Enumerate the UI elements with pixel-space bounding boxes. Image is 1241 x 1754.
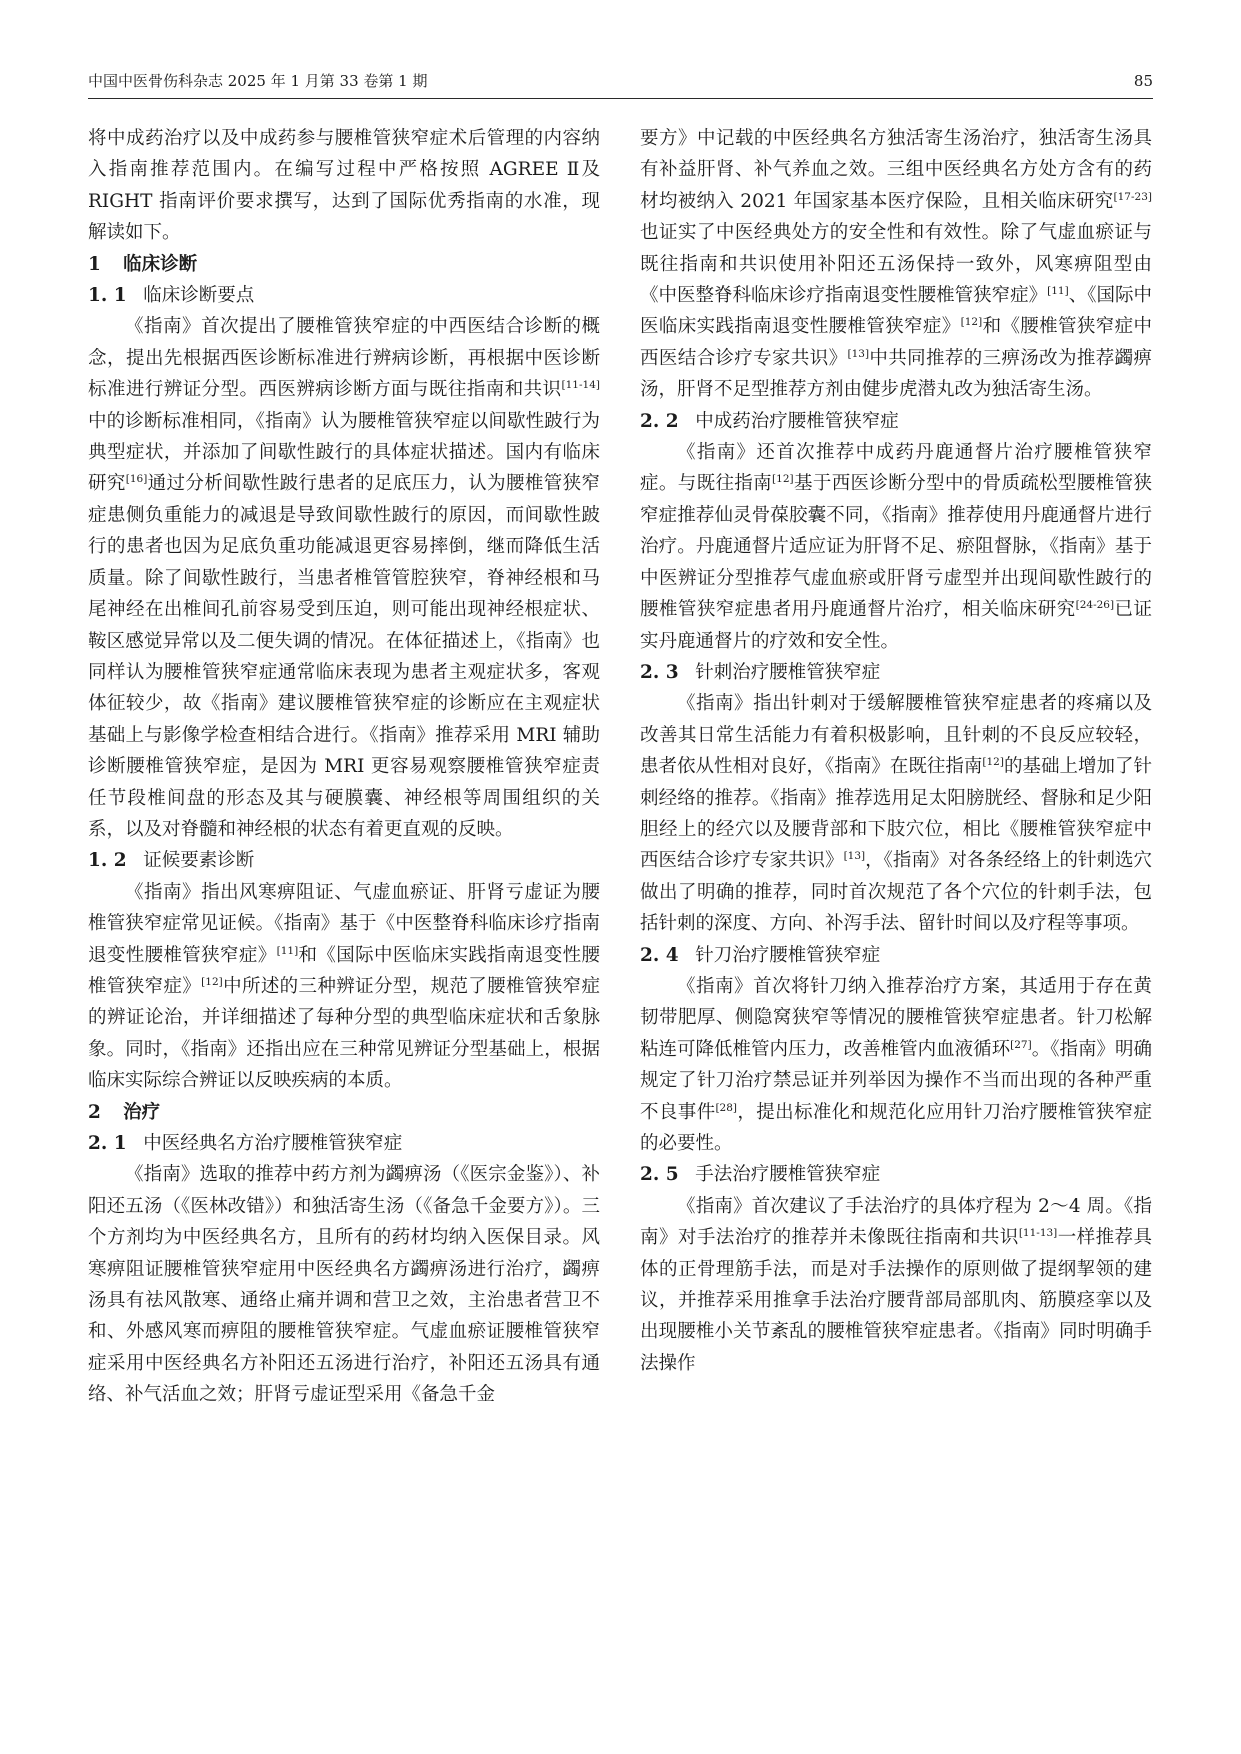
text-run: 、《国际中医临床实践指南退变性腰椎管狭窄症》: [640, 285, 1152, 338]
subsection-title: 针刀治疗腰椎管狭窄症: [695, 944, 881, 966]
subsection-heading-2-5: [640, 1159, 1152, 1190]
paragraph-clinical-diagnosis: [88, 311, 600, 845]
text-run: 一样推荐具体的正骨理筋手法，而是对手法操作的原则做了提纲挈领的建议，并推荐采用推拿手法治疗腰背部局部肌肉、筋膜痉挛以及出现腰椎小关节紊乱的腰椎管狭窄症患者。《指南》同时明确手法操作: [640, 1227, 1152, 1374]
paragraph-syndrome-diagnosis: [88, 877, 600, 1097]
subsection-heading-2-1: [88, 1128, 600, 1159]
text-run: 《指南》首次提出了腰椎管狭窄症的中西医结合诊断的概念，提出先根据西医诊断标准进行辨病诊断，再根据中医诊断标准进行辨证分型。西医辨病诊断方面与既往指南和共识: [88, 316, 600, 401]
citation: [27]: [1010, 1038, 1032, 1051]
citation: [13]: [843, 850, 866, 863]
subsection-title: 手法治疗腰椎管狭窄症: [695, 1164, 881, 1186]
section-title: 治疗: [123, 1101, 161, 1123]
paragraph-classic-formulas: 《指南》选取的推荐中药方剂为蠲痹汤（《医宗金鉴》）、补阳还五汤（《医林改错》）和独活寄生汤（《备急千金要方》）。三个方剂均为中医经典名方，且所有的药材均纳入医保目录。风寒痹阻证腰椎管狭窄症用中医经典名方蠲痹汤进行治疗，蠲痹汤具有祛风散寒、通络止痛并调和营卫之效，主治患者营卫不和、外感风寒而痹阻的腰椎管狭窄症。气虚血瘀证腰椎管狭窄症采用中医经典名方补阳还五汤进行治疗，补阳还五汤具有通络、补气活血之效；肝肾亏虚证型采用《备急千金: [88, 1164, 600, 1406]
subsection-number: 2. 4: [640, 944, 679, 966]
subsection-heading-2-3: [640, 657, 1152, 688]
journal-title: 中国中医骨伤科杂志 2025 年 1 月第 33 卷第 1 期: [88, 72, 428, 90]
citation: [12]: [201, 975, 223, 988]
paragraph-acupotomy: [640, 971, 1152, 1159]
subsection-title: 针刺治疗腰椎管狭窄症: [695, 661, 881, 683]
text-run: 要方》中记载的中医经典名方独活寄生汤治疗，独活寄生汤具有补益肝肾、补气养血之效。三组中医经典名方处方含有的药材均被纳入 2021 年国家基本医疗保险，且相关临床研究: [640, 128, 1152, 212]
text-run: ，提出标准化和规范化应用针刀治疗腰椎管狭窄症的必要性。: [640, 1101, 1152, 1154]
left-column: [88, 123, 600, 1703]
text-run: 已证实丹鹿通督片的疗效和安全性。: [640, 599, 1152, 652]
subsection-number: 1. 1: [88, 285, 127, 307]
citation: [11]: [1047, 284, 1069, 297]
citation: [12]: [772, 473, 794, 486]
paragraph-patent-medicine: [640, 437, 1152, 657]
subsection-heading-2-4: [640, 940, 1152, 971]
citation: [16]: [125, 473, 148, 486]
citation: [12]: [960, 316, 983, 329]
paragraph-intro-continuation: 将中成药治疗以及中成药参与腰椎管狭窄症术后管理的内容纳入指南推荐范围内。在编写过程中严格按照 AGREE Ⅱ及 RIGHT 指南评价要求撰写，达到了国际优秀指南的水准，现解读如下。: [88, 128, 600, 244]
text-run: 中的诊断标准相同，《指南》认为腰椎管狭窄症以间歇性跛行为典型症状，并添加了间歇性跛行的具体症状描述。国内有临床研究: [88, 410, 600, 495]
text-run: 《指南》首次建议了手法治疗的具体疗程为 2～4 周。《指南》对手法治疗的推荐并未像既往指南和共识: [640, 1195, 1152, 1249]
section-heading-1: [88, 249, 600, 280]
citation: [11]: [276, 944, 299, 957]
text-run: 《指南》指出针刺对于缓解腰椎管狭窄症患者的疼痛以及改善其日常生活能力有着积极影响，且针刺的不良反应较轻，患者依从性相对良好，《指南》在既往指南: [640, 693, 1152, 778]
subsection-number: 1. 2: [88, 850, 127, 872]
citation: [28]: [715, 1101, 738, 1114]
text-run: 的基础上增加了针刺经络的推荐。《指南》推荐选用足太阳膀胱经、督脉和足少阳胆经上的经穴以及腰背部和下肢穴位，相比《腰椎管狭窄症中西医结合诊疗专家共识》: [640, 756, 1152, 872]
text-run: ，《指南》对各条经络上的针刺选穴做出了明确的推荐，同时首次规范了各个穴位的针刺手法，包括针刺的深度、方向、补泻手法、留针时间以及疗程等事项。: [640, 850, 1152, 935]
subsection-heading-1-2: [88, 845, 600, 876]
text-run: 通过分析间歇性跛行患者的足底压力，认为腰椎管狭窄症患侧负重能力的减退是导致间歇性跛行的原因，而间歇性跛行的患者也因为足底负重功能减退更容易摔倒，继而降低生活质量。除了间歇性跛行，当患者椎管管腔狭窄，脊神经根和马尾神经在出椎间孔前容易受到压迫，则可能出现神经根症状、鞍区感觉异常以及二便失调的情况。在体征描述上，《指南》也同样认为腰椎管狭窄症通常临床表现为患者主观症状多，客观体征较少，故《指南》建议腰椎管狭窄症的诊断应在主观症状基础上与影像学检查相结合进行。《指南》推荐采用 MRI 辅助诊断腰椎管狭窄症，是因为 MRI 更容易观察腰椎管狭窄症责任节段椎间盘的形态及其与硬膜囊、神经根等周围组织的关系，以及对脊髓和神经根的状态有着更直观的反映。: [88, 473, 600, 840]
subsection-number: 2. 2: [640, 410, 679, 432]
text-run: 中所述的三种辨证分型，规范了腰椎管狭窄症的辨证论治，并详细描述了每种分型的典型临床症状和舌象脉象。同时，《指南》还指出应在三种常见辨证分型基础上，根据临床实际综合辨证以反映疾病的本质。: [88, 975, 600, 1092]
subsection-heading-2-2: [640, 406, 1152, 437]
citation: [13]: [847, 347, 870, 360]
subsection-heading-1-1: [88, 280, 600, 311]
subsection-title: 中成药治疗腰椎管狭窄症: [695, 410, 899, 432]
paragraph-acupuncture: [640, 688, 1152, 939]
subsection-number: 2. 3: [640, 661, 679, 683]
section-heading-2: [88, 1097, 600, 1128]
subsection-number: 2. 5: [640, 1164, 679, 1186]
section-title: 临床诊断: [123, 253, 198, 275]
text-run: 和《国际中医临床实践指南退变性腰椎管狭窄症》: [88, 944, 600, 997]
text-run: 和《腰椎管狭窄症中西医结合诊疗专家共识》: [640, 316, 1152, 369]
paragraph-manipulation: [640, 1191, 1152, 1379]
text-run: 《指南》指出风寒痹阻证、气虚血瘀证、肝肾亏虚证为腰椎管狭窄症常见证候。《指南》基于《中医整脊科临床诊疗指南退变性腰椎管狭窄症》: [88, 881, 600, 966]
text-run: 基于西医诊断分型中的骨质疏松型腰椎管狭窄症推荐仙灵骨葆胶囊不同，《指南》推荐使用丹鹿通督片进行治疗。丹鹿通督片适应证为肝肾不足、瘀阻督脉，《指南》基于中医辨证分型推荐气虚血瘀或肝肾亏虚型并出现间歇性跛行的腰椎管狭窄症患者用丹鹿通督片治疗，相关临床研究: [640, 473, 1152, 621]
section-number: 2: [88, 1101, 101, 1123]
citation: [24-26]: [1075, 598, 1115, 611]
subsection-title: 临床诊断要点: [143, 285, 255, 307]
text-run: 。《指南》明确规定了针刀治疗禁忌证并列举因为操作不当而出现的各种严重不良事件: [640, 1038, 1152, 1123]
page-number: 85: [1133, 72, 1153, 90]
subsection-title: 证候要素诊断: [143, 850, 255, 872]
subsection-number: 2. 1: [88, 1133, 127, 1154]
citation: [12]: [982, 755, 1004, 768]
text-run: 《指南》还首次推荐中成药丹鹿通督片治疗腰椎管狭窄症。与既往指南: [640, 442, 1152, 495]
paragraph-formulas-continuation: [640, 123, 1152, 406]
subsection-title: 中医经典名方治疗腰椎管狭窄症: [143, 1133, 403, 1154]
citation: [11-13]: [1018, 1227, 1058, 1240]
citation: [17-23]: [1113, 190, 1152, 203]
right-column: [640, 123, 1152, 1703]
text-run: 也证实了中医经典处方的安全性和有效性。除了气虚血瘀证与既往指南和共识使用补阳还五汤保持一致外，风寒痹阻型由《中医整脊科临床诊疗指南退变性腰椎管狭窄症》: [640, 222, 1152, 307]
text-run: 《指南》首次将针刀纳入推荐治疗方案，其适用于存在黄韧带肥厚、侧隐窝狭窄等情况的腰椎管狭窄症患者。针刀松解粘连可降低椎管内压力，改善椎管内血液循环: [640, 975, 1152, 1060]
running-header: [88, 64, 1153, 99]
section-number: 1: [88, 253, 101, 275]
citation: [11-14]: [561, 379, 600, 392]
text-run: 中共同推荐的三痹汤改为推荐蠲痹汤，肝肾不足型推荐方剂由健步虎潜丸改为独活寄生汤。: [640, 347, 1152, 401]
